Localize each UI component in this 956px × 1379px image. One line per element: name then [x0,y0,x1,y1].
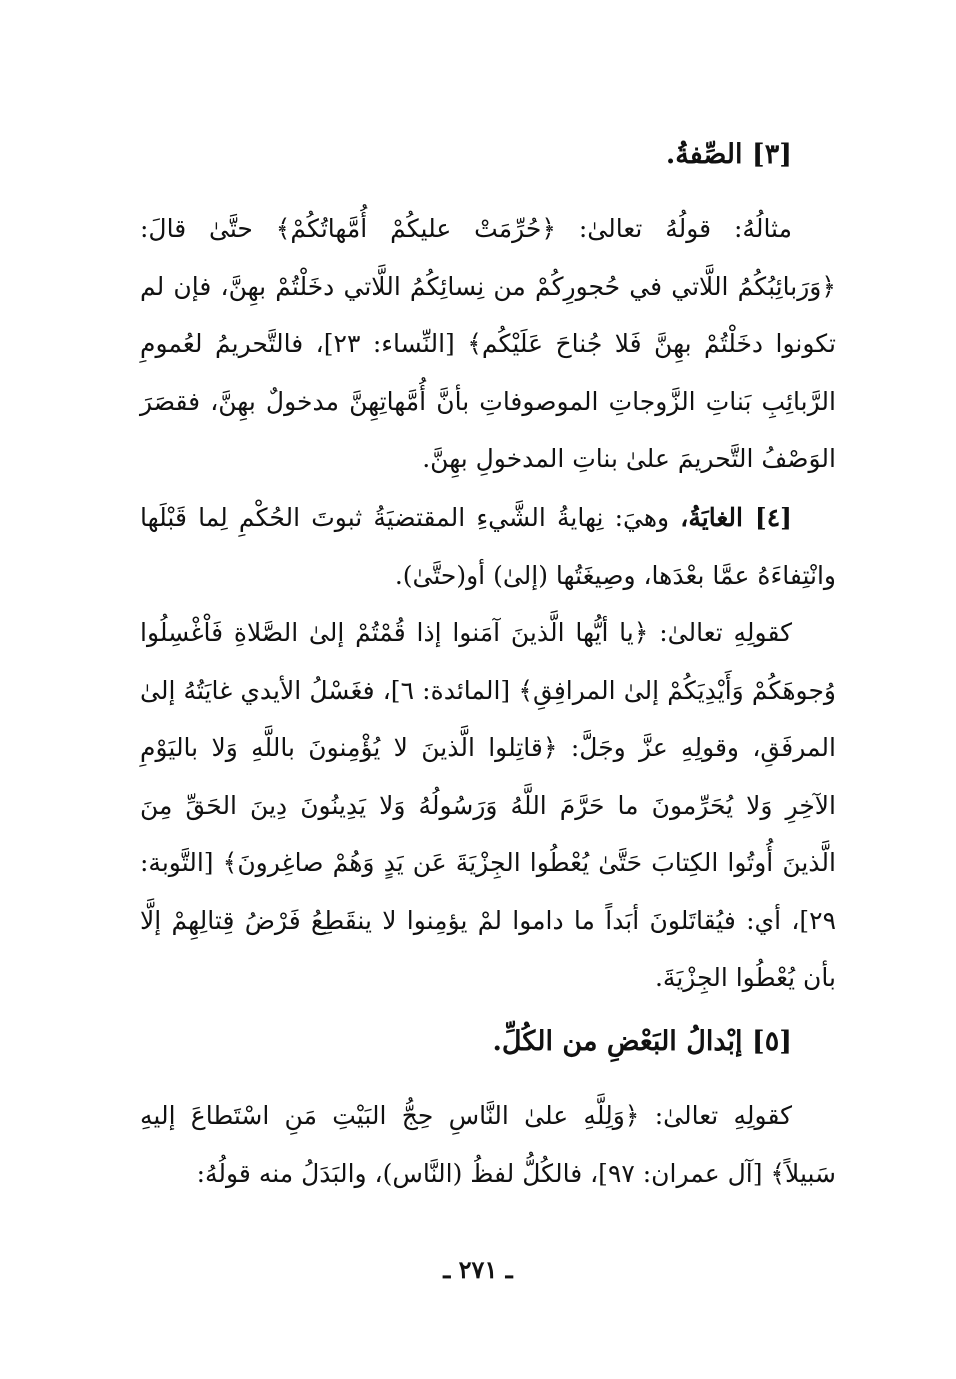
limit-example-paragraph: كقولِهِ تعالىٰ: ﴿يا أيُّها الَّذينَ آمَنوا إذا قُمْتُمْ إلىٰ الصَّلاةِ فَاْغْسِلُوا وُجوهَكُمْ وَأَيْدِيَكُمْ إلىٰ المرافِقِ﴾ [المائدة: ٦]، فغَسْلُ الأيدي غايَتُهُ إلىٰ المرفَقِ، وقولِهِ عزَّ وجَلَّ: ﴿قاتِلوا الَّذينَ لا يُؤْمِنونَ باللَّهِ وَلا باليَوْمِ الآخِرِ وَلا يُحَرِّمونَ ما حَرَّمَ اللَّهُ وَرَسُولُهُ وَلا يَدِينُونَ دِينَ الحَقِّ مِنَ الَّذينَ أُوتُوا الكِتابَ حَتَّىٰ يُعْطُوا الجِزْيَةَ عَن يَدٍ وَهُمْ صاغِرونَ﴾ [التَّوبة: ٢٩]، أي: فيُقاتَلونَ أبَداً ما داموا لمْ يؤمِنوا لا ينقَطِعُ فَرْضُ قِتالِهِمْ إلَّا بأن يُعْطُوا الجِزْيَةَ. [140,618,836,992]
limit-definition-paragraph [140,489,836,604]
attribute-example-paragraph: مثالُهُ: قولُهُ تعالىٰ: ﴿حُرِّمَتْ عليكُمْ أُمَّهاتُكُمْ﴾ حتَّىٰ قالَ: ﴿وَرَبائِبُكُمُ اللَّاتي في حُجورِكُمْ من نِسائِكُمُ اللَّاتي دخَلْتُمْ بهِنَّ، فإن لم تكونوا دخَلْتُمْ بهِنَّ فَلا جُناحَ عَلَيْكُم﴾ [النِّساء: ٢٣]، فالتَّحريمُ لعُمومِ الرَّبائِبِ بَناتِ الزَّوجاتِ الموصوفاتِ بأنَّ أُمَّهاتِهِنَّ مدخولٌ بهِنَّ، فقصَرَ الوَصْفُ التَّحريمَ علىٰ بناتِ المدخولِ بهِنَّ. [140,214,837,473]
substitution-example-paragraph: كقولِهِ تعالىٰ: ﴿وَلِلَّهِ علىٰ النَّاسِ حِجُّ البَيْتِ مَنِ اسْتَطاعَ إليهِ سَبيلاً﴾ [آل عمران: ٩٧]، فالكُلُّ لفظُ (النَّاس)، والبَدَلُ منه قولُهُ: [140,1101,836,1188]
section-heading-attribute: [٣] الصِّفةُ. [665,139,792,170]
page-number: ـ ٢٧١ ـ [443,1255,513,1284]
limit-definition-text: وهيَ: نِهايةُ الشَّيءِ المقتضيَةُ ثبوتَ الحُكْمِ لِما قَبْلَها وانْتِفاءَهُ عمَّا بعْدَها، وصِيغَتُها (إلىٰ) أو(حتَّىٰ). [140,503,836,590]
section-label-limit: [٤] الغايَةُ، [680,503,792,532]
section-heading-substitution: [٥] إبْدالُ البَعْضِ من الكُلِّ. [492,1026,792,1057]
